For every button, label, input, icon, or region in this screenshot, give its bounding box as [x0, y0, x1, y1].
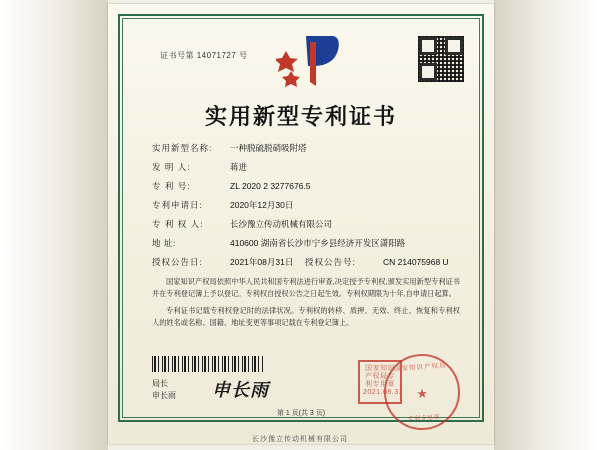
field-list [152, 142, 458, 275]
body-text [152, 276, 460, 334]
field-value: CN 214075968 U [383, 257, 449, 267]
field-value: ZL 2020 2 3277676.5 [230, 181, 311, 191]
field-row [152, 199, 458, 211]
field-value: 2020年12月30日 [230, 200, 294, 210]
field-value: 410600 湖南省长沙市宁乡县经济开发区潇阳路 [230, 238, 406, 248]
field-row [152, 256, 305, 268]
certificate-number: 证书号第 14071727 号 [160, 51, 248, 60]
field-value: 长沙豫立传动机械有限公司 [230, 219, 333, 229]
signature-name: 申长雨 [152, 391, 176, 400]
signature-title: 局长 [152, 379, 168, 388]
square-seal: 国家知识产权局专利专用章 2021.08.31 [358, 360, 402, 404]
field-label: 授权公告日: [152, 257, 203, 267]
page-edge-right [494, 0, 600, 450]
field-label: 授权公告号: [305, 257, 356, 267]
field-label: 实用新型名称: [152, 143, 213, 153]
seal-top-text: 国家知识产权局 [393, 362, 447, 373]
field-row [152, 180, 458, 192]
seal-bottom-text: 专利专用章 [407, 414, 441, 424]
field-row [152, 142, 458, 154]
page-title: 实用新型专利证书 [204, 105, 397, 130]
certificate [108, 4, 494, 444]
field-value: 一种脱硫脱硝吸附塔 [230, 143, 307, 153]
paragraph: 国家知识产权局依照中华人民共和国专利法进行审查,决定授予专利权,颁发实用新型专利证书并在专利登记簿上予以登记。专利权自授权公告之日起生效。专利权期限为十年,自申请日起算。 [152, 277, 460, 298]
handwritten-signature: 申长雨 [212, 380, 269, 401]
qr-code-icon [418, 36, 464, 82]
barcode-icon [152, 356, 264, 372]
field-row [152, 237, 458, 249]
field-row [152, 161, 458, 173]
footer-note: 长沙豫立传动机械有限公司 [252, 436, 348, 443]
field-row [152, 218, 458, 230]
field-label: 专利申请日: [152, 200, 203, 210]
field-row-split [152, 256, 458, 268]
field-label: 地 址: [152, 238, 176, 248]
page-number: 第 1 页(共 3 页) [276, 410, 326, 417]
patent-office-logo-icon [276, 32, 342, 90]
signature-block [152, 378, 176, 402]
field-label: 专 利 权 人: [152, 219, 204, 229]
star-icon: ★ [415, 385, 429, 402]
page-edge-left [0, 0, 108, 450]
field-label: 专 利 号: [152, 181, 191, 191]
field-label: 发 明 人: [152, 162, 191, 172]
paragraph: 专利证书记载专利权登记时的法律状况。专利权的转移、质押、无效、终止、恢复和专利权人的姓名或名称、国籍、地址变更等事项记载在专利登记簿上。 [152, 305, 460, 327]
field-value: 蒋进 [230, 162, 248, 172]
field-row [305, 256, 458, 268]
field-value: 2021年08月31日 [230, 257, 294, 267]
